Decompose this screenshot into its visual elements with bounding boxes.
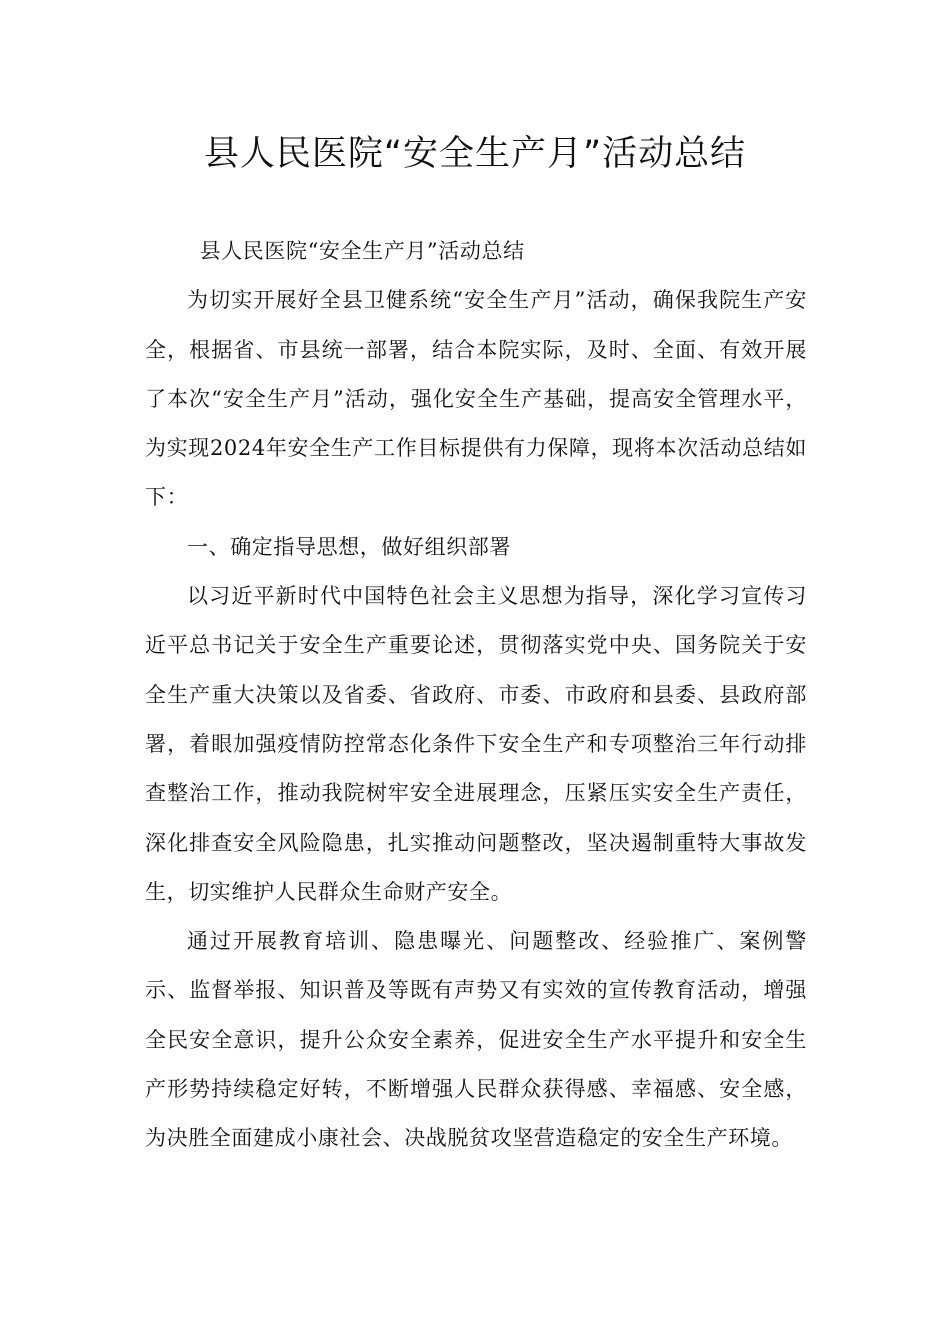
section-heading: 一、确定指导思想，做好组织部署 [187,534,511,559]
subtitle-paragraph: 县人民医院“安全生产月”活动总结 [199,239,525,263]
document-body [145,227,807,1164]
intro-paragraph: 为切实开展好全县卫健系统“安全生产月”活动，确保我院生产安全，根据省、市县统一部署，结合本院实际，及时、全面、有效开展了本次“安全生产月”活动，强化安全生产基础，提高安全管理水平，为实现2024年安全生产工作目标提供有力保障，现将本次活动总结如下： [145,288,807,510]
education-activities-paragraph: 通过开展教育培训、隐患曝光、问题整改、经验推广、案例警示、监督举报、知识普及等既有声势又有实效的宣传教育活动，增强全民安全意识，提升公众安全素养，促进安全生产水平提升和安全生产形势持续稳定好转，不断增强人民群众获得感、幸福感、安全感，为决胜全面建成小康社会、决战脱贫攻坚营造稳定的安全生产环境。 [145,929,807,1151]
guiding-thought-paragraph: 以习近平新时代中国特色社会主义思想为指导，深化学习宣传习近平总书记关于安全生产重要论述，贯彻落实党中央、国务院关于安全生产重大决策以及省委、省政府、市委、市政府和县委、县政府部署，着眼加强疫情防控常态化条件下安全生产和专项整治三年行动排查整治工作，推动我院树牢安全进展理念，压紧压实安全生产责任，深化排查安全风险隐患，扎实推动问题整改，坚决遏制重特大事故发生，切实维护人民群众生命财产安全。 [145,584,807,904]
document-title: 县人民医院“安全生产月”活动总结 [203,134,747,174]
